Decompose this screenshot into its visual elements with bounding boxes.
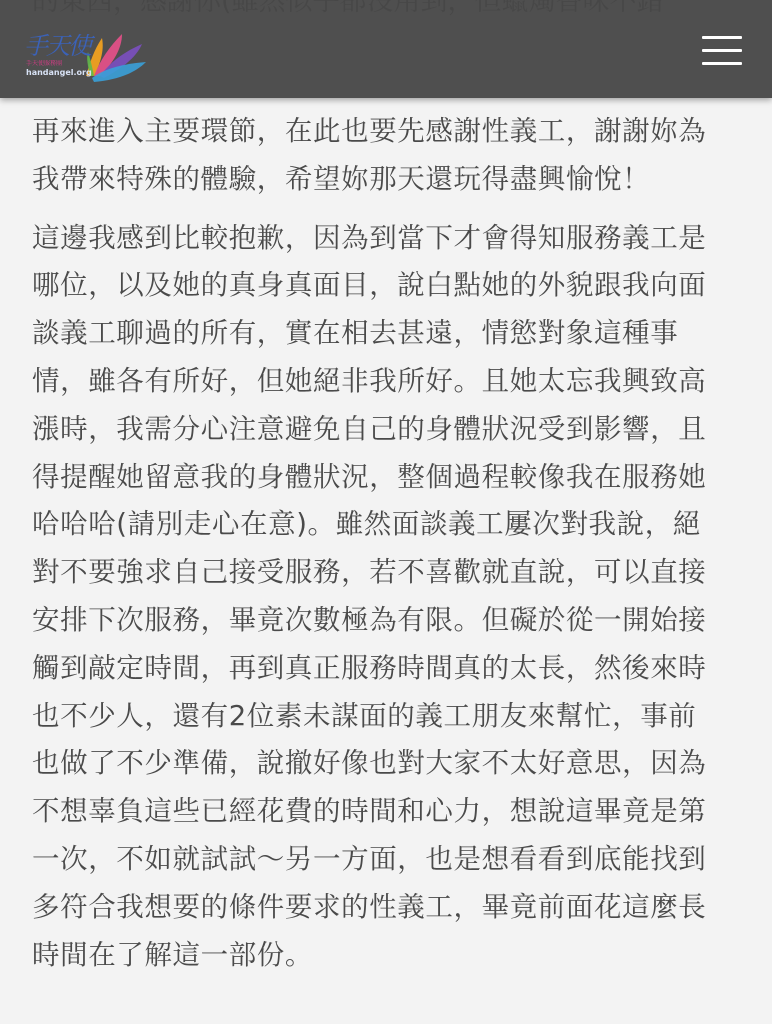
- paragraph-line: 談義工聊過的所有，實在相去甚遠，情慾對象這種事: [32, 317, 679, 350]
- paragraph-line: 時間在了解這一部份。: [32, 938, 313, 971]
- menu-bar-middle: [702, 49, 742, 52]
- hamburger-menu-icon[interactable]: [702, 36, 742, 66]
- paragraph-line: 情，雖各有所好，但她絕非我所好。且她太忘我興致高: [32, 364, 707, 397]
- logo-name-text: 手天使: [24, 32, 90, 60]
- paragraph-line: 哪位，以及她的真身真面目，說白點她的外貌跟我向面: [32, 269, 707, 302]
- paragraph-line: 再來進入主要環節，在此也要先感謝性義工，謝謝妳為: [32, 115, 707, 147]
- paragraph-line: 我帶來特殊的體驗，希望妳那天還玩得盡興愉悅！: [32, 162, 651, 195]
- paragraph-line: 觸到敲定時間，再到真正服務時間真的太長，然後來時: [32, 651, 707, 684]
- article-paragraph-2: [32, 215, 744, 980]
- site-logo[interactable]: [24, 22, 154, 84]
- paragraph-line: 一次，不如就試試～另一方面，也是想看看到底能找到: [32, 842, 707, 875]
- paragraph-line: 這邊我感到比較抱歉，因為到當下才會得知服務義工是: [32, 221, 707, 254]
- paragraph-line: 哈哈哈(請別走心在意)。雖然面談義工屢次對我說，絕: [32, 508, 701, 541]
- article-body: [32, 108, 744, 990]
- menu-bar-bottom: [702, 62, 742, 65]
- paragraph-line: 安排下次服務，畢竟次數極為有限。但礙於從一開始接: [32, 603, 707, 636]
- logo-tagline-text: 手天使服務團: [26, 60, 63, 67]
- paragraph-line: 多符合我想要的條件要求的性義工，畢竟前面花這麼長: [32, 890, 707, 923]
- paragraph-line: 也不少人，還有2位素未謀面的義工朋友來幫忙，事前: [32, 699, 697, 732]
- article-paragraph-1: [32, 108, 744, 204]
- paragraph-line: 得提醒她留意我的身體狀況，整個過程較像我在服務她: [32, 460, 707, 493]
- site-header: [0, 0, 772, 98]
- paragraph-line: 漲時，我需分心注意避免自己的身體狀況受到影響，且: [32, 412, 707, 445]
- paragraph-line: 也做了不少準備，說撤好像也對大家不太好意思，因為: [32, 747, 707, 780]
- paragraph-line: 不想辜負這些已經花費的時間和心力，想說這畢竟是第: [32, 795, 707, 828]
- paragraph-line: 對不要強求自己接受服務，若不喜歡就直說，可以直接: [32, 556, 707, 589]
- logo-url-text: handangel.org: [26, 68, 92, 77]
- menu-bar-top: [702, 36, 742, 39]
